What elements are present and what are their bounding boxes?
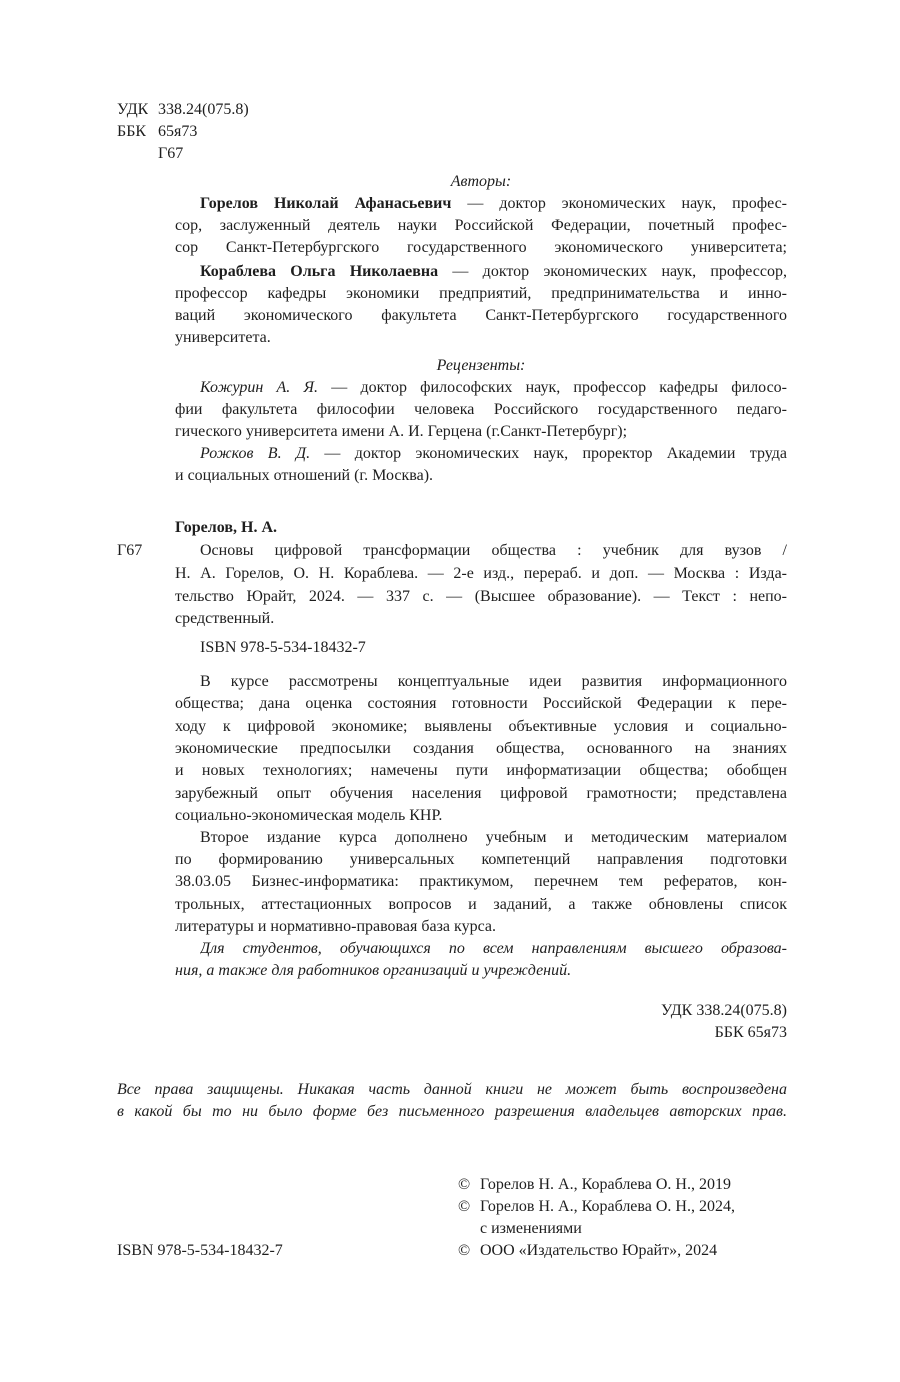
reviewer-name: Рожков В. Д. [200,445,311,462]
author-text: университета. [175,329,271,346]
author-text: профессор кафедры экономики предприятий, предпринимательства и инно- [175,285,787,302]
annotation-line: и новых технологиях; намечены пути информатизации общества; обобщен [175,762,787,779]
bib-text: тельство Юрайт, 2024. — 337 с. — (Высшее образование). — Текст : непо- [175,588,787,605]
bbk-code: 65я73 [158,123,198,140]
annotation-udk: УДК 338.24(075.8) [661,1002,787,1019]
author-entry [200,261,787,283]
author-mark: Г67 [158,145,184,162]
annotation-audience: ния, а также для работников организаций и учреждений. [175,962,572,979]
annotation-line: В курсе рассмотрены концептуальные идеи развития информационного [200,673,787,690]
copyright-line: с изменениями [480,1220,582,1237]
author-text: сор Санкт-Петербургского государственного экономического университета; [175,239,787,256]
annotation-line: литературы и нормативно-правовая база курса. [175,918,496,935]
copyright-line: Горелов Н. А., Кораблева О. Н., 2019 [480,1176,731,1193]
copyright-line: ООО «Издательство Юрайт», 2024 [480,1242,718,1259]
reviewer-entry [200,443,787,465]
annotation-line: Второе издание курса дополнено учебным и методическим материалом [200,829,787,846]
author-text: сор, заслуженный деятель науки Российской Федерации, почетный профес- [175,217,787,234]
copyright-icon: © [458,1176,471,1193]
reviewers-heading: Рецензенты: [436,357,526,374]
author-text: — доктор экономических наук, профессор, [452,263,787,280]
bib-text: средственный. [175,610,275,627]
copyright-line: Горелов Н. А., Кораблева О. Н., 2024, [480,1198,735,1215]
bbk-label: ББК [117,123,147,140]
rights-notice: в какой бы то ни было форме без письменного разрешения владельцев авторских прав. [117,1103,787,1120]
reviewer-text: фии факультета философии человека Российского государственного педаго- [175,401,787,418]
authors-heading: Авторы: [450,173,512,190]
reviewer-text: — доктор философских наук, профессор кафедры филосо- [331,379,787,396]
reviewer-text: и социальных отношений (г. Москва). [175,467,434,484]
annotation-line: трольных, аттестационных вопросов и заданий, а также обновлены список [175,896,787,913]
annotation-line: ходу к цифровой экономике; выявлены объективные условия и социально- [175,718,787,735]
copyright-icon: © [458,1198,471,1215]
bib-mark: Г67 [117,542,143,559]
annotation-audience: Для студентов, обучающихся по всем направлениям высшего образова- [200,940,787,957]
reviewer-entry [200,377,787,399]
bib-text: Н. А. Горелов, О. Н. Кораблева. — 2-е изд., перераб. и доп. — Москва : Изда- [175,565,787,582]
copyright-icon: © [458,1242,471,1259]
reviewer-name: Кожурин А. Я. [200,379,319,396]
bib-isbn: ISBN 978-5-534-18432-7 [200,639,366,656]
udk-code: 338.24(075.8) [158,101,249,118]
annotation-line: общества; дана оценка состояния готовности Российской Федерации к пере- [175,695,787,712]
annotation-line: экономические предпосылки создания общества, основанного на знаниях [175,740,787,757]
udk-label: УДК [117,101,149,118]
rights-notice: Все права защищены. Никакая часть данной книги не может быть воспроизведена [117,1081,787,1098]
annotation-bbk: ББК 65я73 [714,1024,787,1041]
author-entry [200,193,787,215]
bib-author: Горелов, Н. А. [175,519,277,536]
author-name: Кораблева Ольга Николаевна [200,263,439,280]
reviewer-text: гического университета имени А. И. Герцена (г.Санкт-Петербург); [175,423,628,440]
annotation-line: социально-экономическая модель КНР. [175,807,443,824]
bib-text: Основы цифровой трансформации общества : учебник для вузов / [200,542,787,559]
author-text: ваций экономического факультета Санкт-Петербургского государственного [175,307,787,324]
annotation-line: зарубежный опыт обучения населения цифровой грамотности; представлена [175,785,787,802]
annotation-line: 38.03.05 Бизнес-информатика: практикумом, перечнем тем рефератов, кон- [175,873,787,890]
author-name: Горелов Николай Афанасьевич [200,195,452,212]
reviewer-text: — доктор экономических наук, проректор Академии труда [324,445,787,462]
isbn: ISBN 978-5-534-18432-7 [117,1242,283,1259]
annotation-line: по формированию универсальных компетенций направления подготовки [175,851,787,868]
author-text: — доктор экономических наук, профес- [467,195,787,212]
